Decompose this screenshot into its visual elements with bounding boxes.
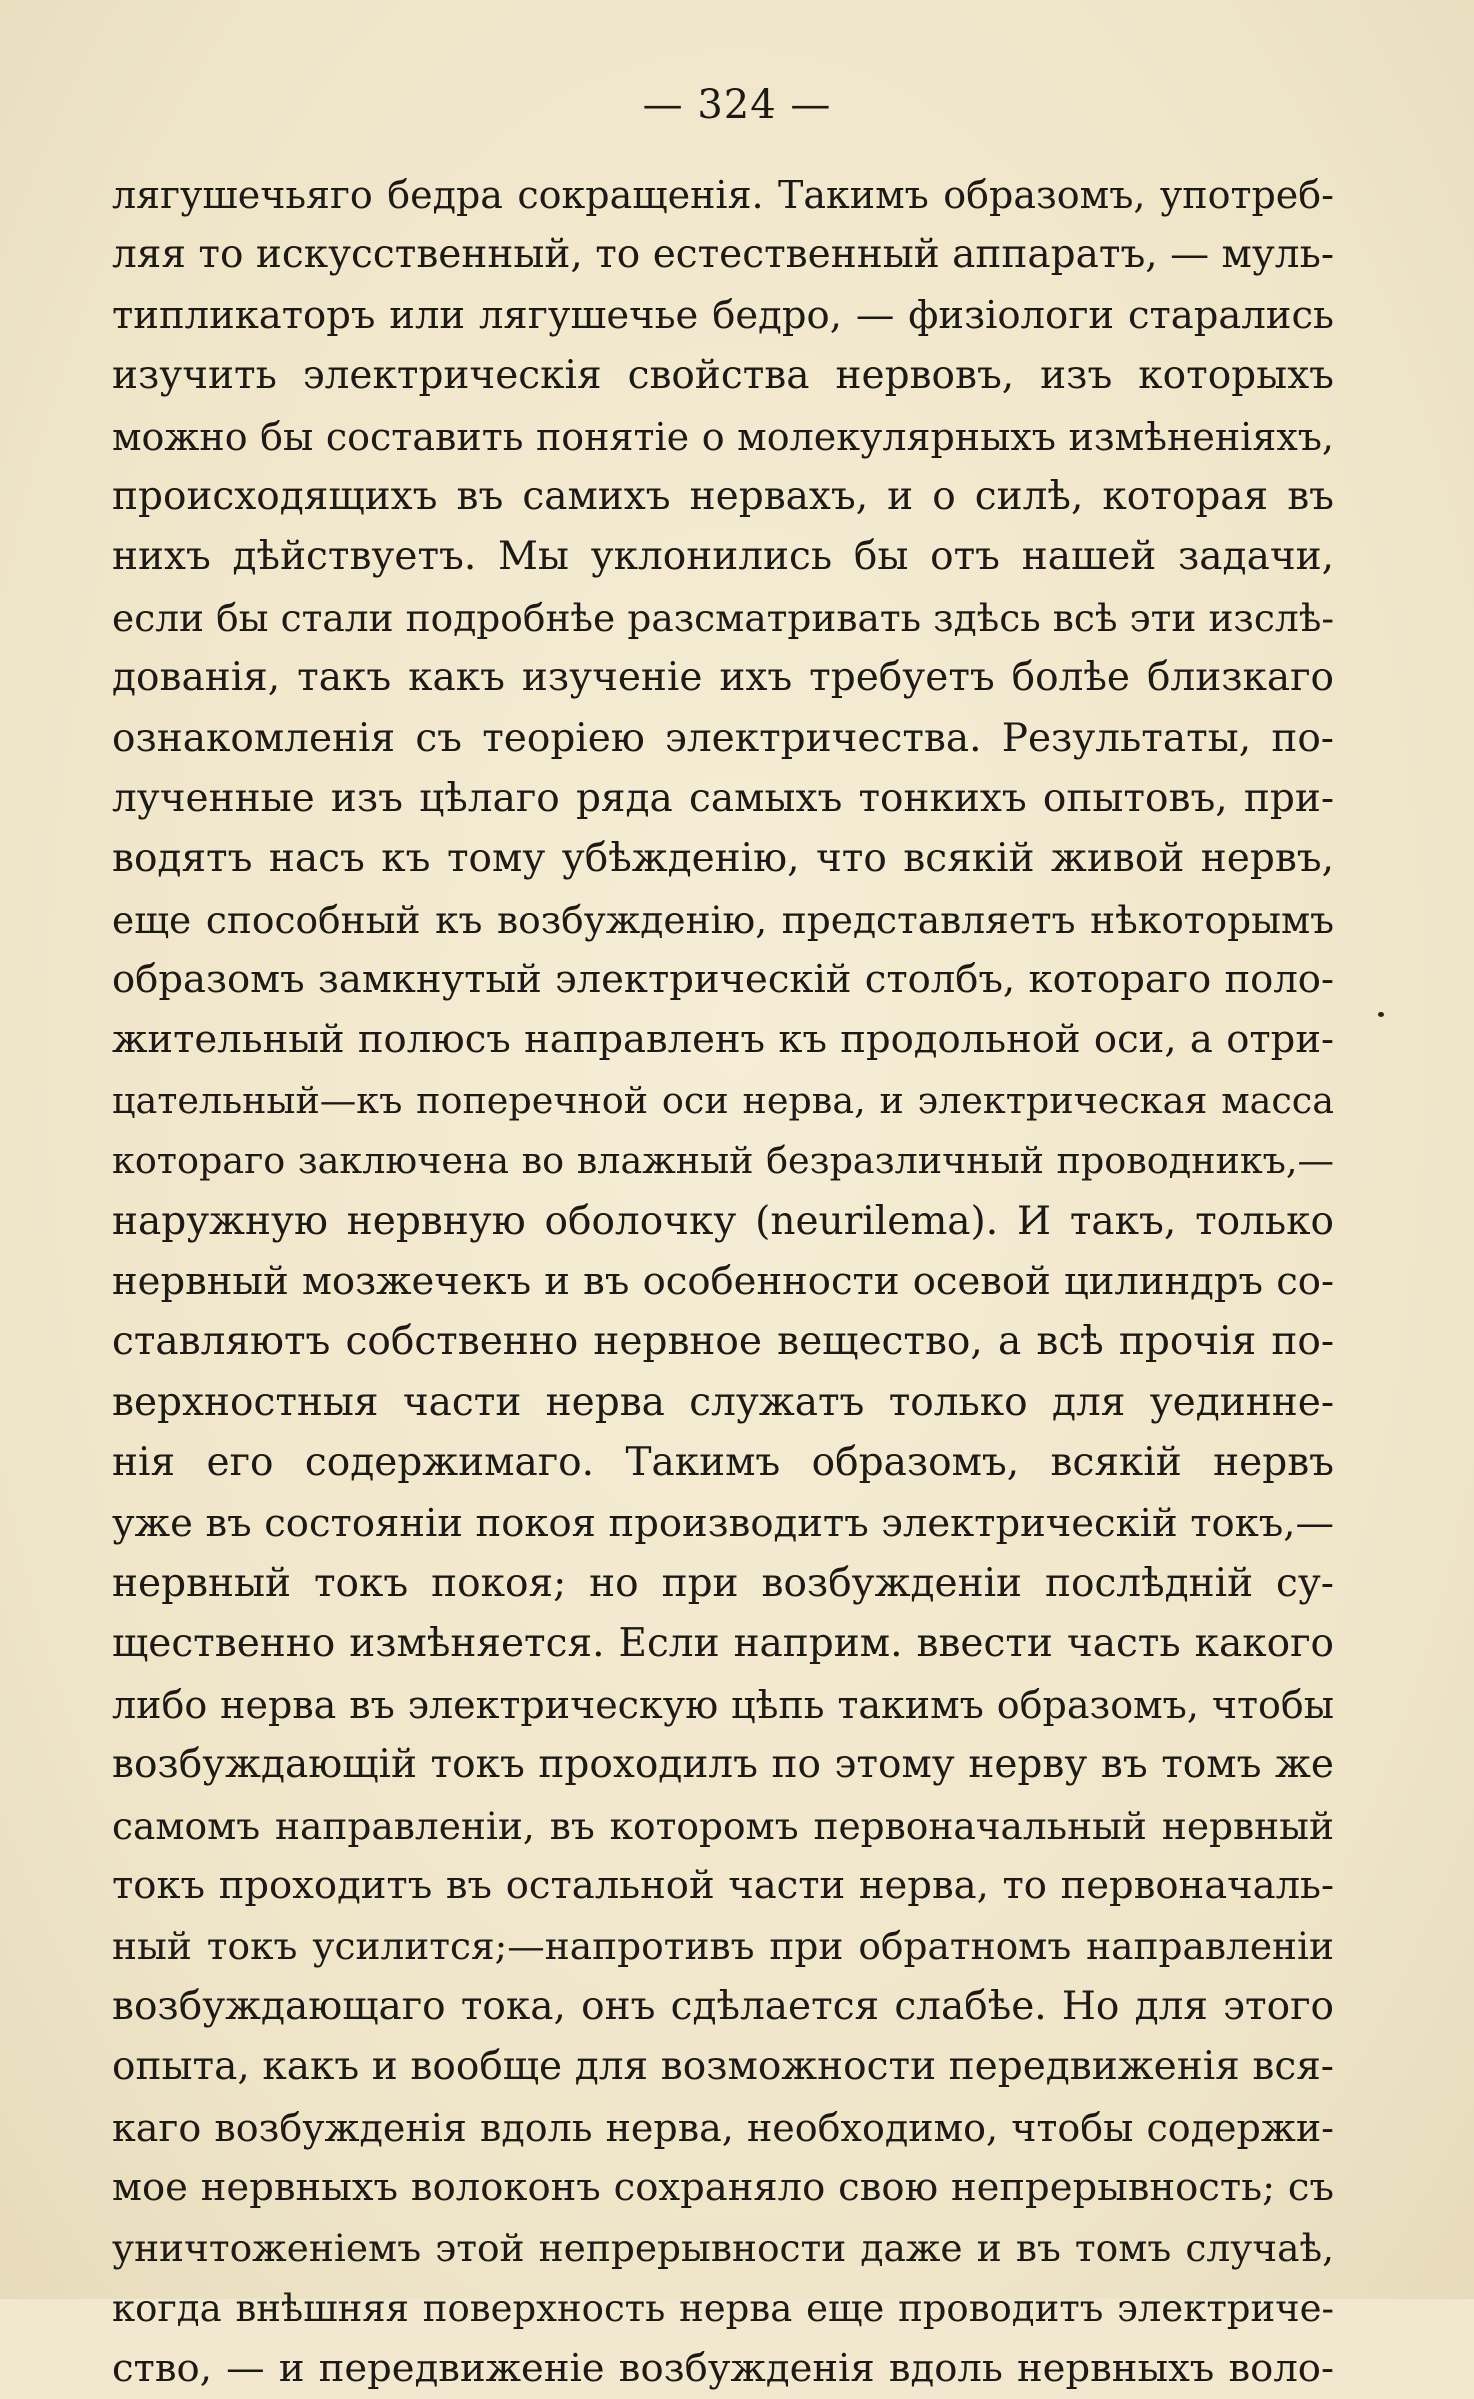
text-line: цательный—къ поперечной оси нерва, и электрическая масса <box>112 1078 1334 1122</box>
text-line: возбуждающаго тока, онъ сдѣлается слабѣе. Но для этого <box>112 1983 1334 2029</box>
text-line: ный токъ усилится;—напротивъ при обратномъ направленіи <box>112 1924 1334 1969</box>
body-text <box>112 165 1334 2399</box>
text-line: если бы стали подробнѣе разсматривать здѣсь всѣ эти изслѣ- <box>112 595 1334 640</box>
text-line: происходящихъ въ самихъ нервахъ, и о силѣ, которая въ <box>112 473 1334 519</box>
text-line: можно бы составить понятіе о молекулярныхъ измѣненіяхъ, <box>112 414 1334 459</box>
text-line: водятъ насъ къ тому убѣжденію, что всякій живой нервъ, <box>112 836 1334 882</box>
text-line: жительный полюсъ направленъ къ продольной оси, а отри- <box>112 1017 1334 1063</box>
page-number: — 324 — <box>642 82 832 128</box>
text-line: каго возбужденія вдоль нерва, необходимо, чтобы содержи- <box>112 2105 1334 2150</box>
text-line: ставляютъ собственно нервное вещество, а всѣ прочія по- <box>112 1319 1334 1365</box>
text-line: лягушечьяго бедра сокращенія. Такимъ образомъ, употреб- <box>112 173 1334 217</box>
text-line: ляя то искусственный, то естественный аппаратъ, — муль- <box>112 232 1334 278</box>
text-line: мое нервныхъ волоконъ сохраняло свою непрерывность; съ <box>112 2164 1334 2210</box>
text-line: либо нерва въ электрическую цѣпь такимъ образомъ, чтобы <box>112 1682 1334 1727</box>
text-line: уже въ состояніи покоя производитъ электрическій токъ,— <box>112 1500 1334 1546</box>
text-line: наружную нервную оболочку (neurilema). И такъ, только <box>112 1198 1334 1244</box>
text-line: изучить электрическія свойства нервовъ, изъ которыхъ <box>112 353 1334 399</box>
text-line: верхностныя части нерва служатъ только для уединне- <box>112 1379 1334 1425</box>
text-line: самомъ направленіи, въ которомъ первоначальный нервный <box>112 1803 1334 1848</box>
text-line: образомъ замкнутый электрическій столбъ, котораго поло- <box>112 957 1334 1003</box>
text-line: лученные изъ цѣлаго ряда самыхъ тонкихъ опытовъ, при- <box>112 775 1334 821</box>
text-line: дованія, такъ какъ изученіе ихъ требуетъ болѣе близкаго <box>112 655 1334 701</box>
text-line: ство, — и передвиженіе возбужденія вдоль нервныхъ воло- <box>112 2346 1334 2392</box>
text-line: типликаторъ или лягушечье бедро, — физіологи старались <box>112 292 1334 338</box>
text-line: нихъ дѣйствуетъ. Мы уклонились бы отъ нашей задачи, <box>112 534 1334 580</box>
text-line: когда внѣшняя поверхность нерва еще проводитъ электриче- <box>112 2286 1334 2330</box>
text-line: токъ проходитъ въ остальной части нерва, то первоначаль- <box>112 1862 1334 1908</box>
text-line: щественно измѣняется. Если наприм. ввести часть какого <box>112 1621 1334 1667</box>
text-line: нія его содержимаго. Такимъ образомъ, всякій нервъ <box>112 1440 1334 1486</box>
text-line: нервный токъ покоя; но при возбужденіи послѣдній су- <box>112 1560 1334 1606</box>
ink-speck <box>1378 1012 1384 1017</box>
text-line: уничтоженіемъ этой непрерывности даже и въ томъ случаѣ, <box>112 2226 1334 2271</box>
text-line: нервный мозжечекъ и въ особенности осевой цилиндръ со- <box>112 1259 1334 1305</box>
text-line: котораго заключена во влажный безразличный проводникъ,— <box>112 1139 1334 1183</box>
text-line: еще способный къ возбужденію, представляетъ нѣкоторымъ <box>112 897 1334 942</box>
text-line: возбуждающій токъ проходилъ по этому нерву въ томъ же <box>112 1742 1334 1788</box>
text-line: опыта, какъ и вообще для возможности передвиженія вся- <box>112 2044 1334 2090</box>
text-line: ознакомленія съ теоріею электричества. Результаты, по- <box>112 715 1334 761</box>
